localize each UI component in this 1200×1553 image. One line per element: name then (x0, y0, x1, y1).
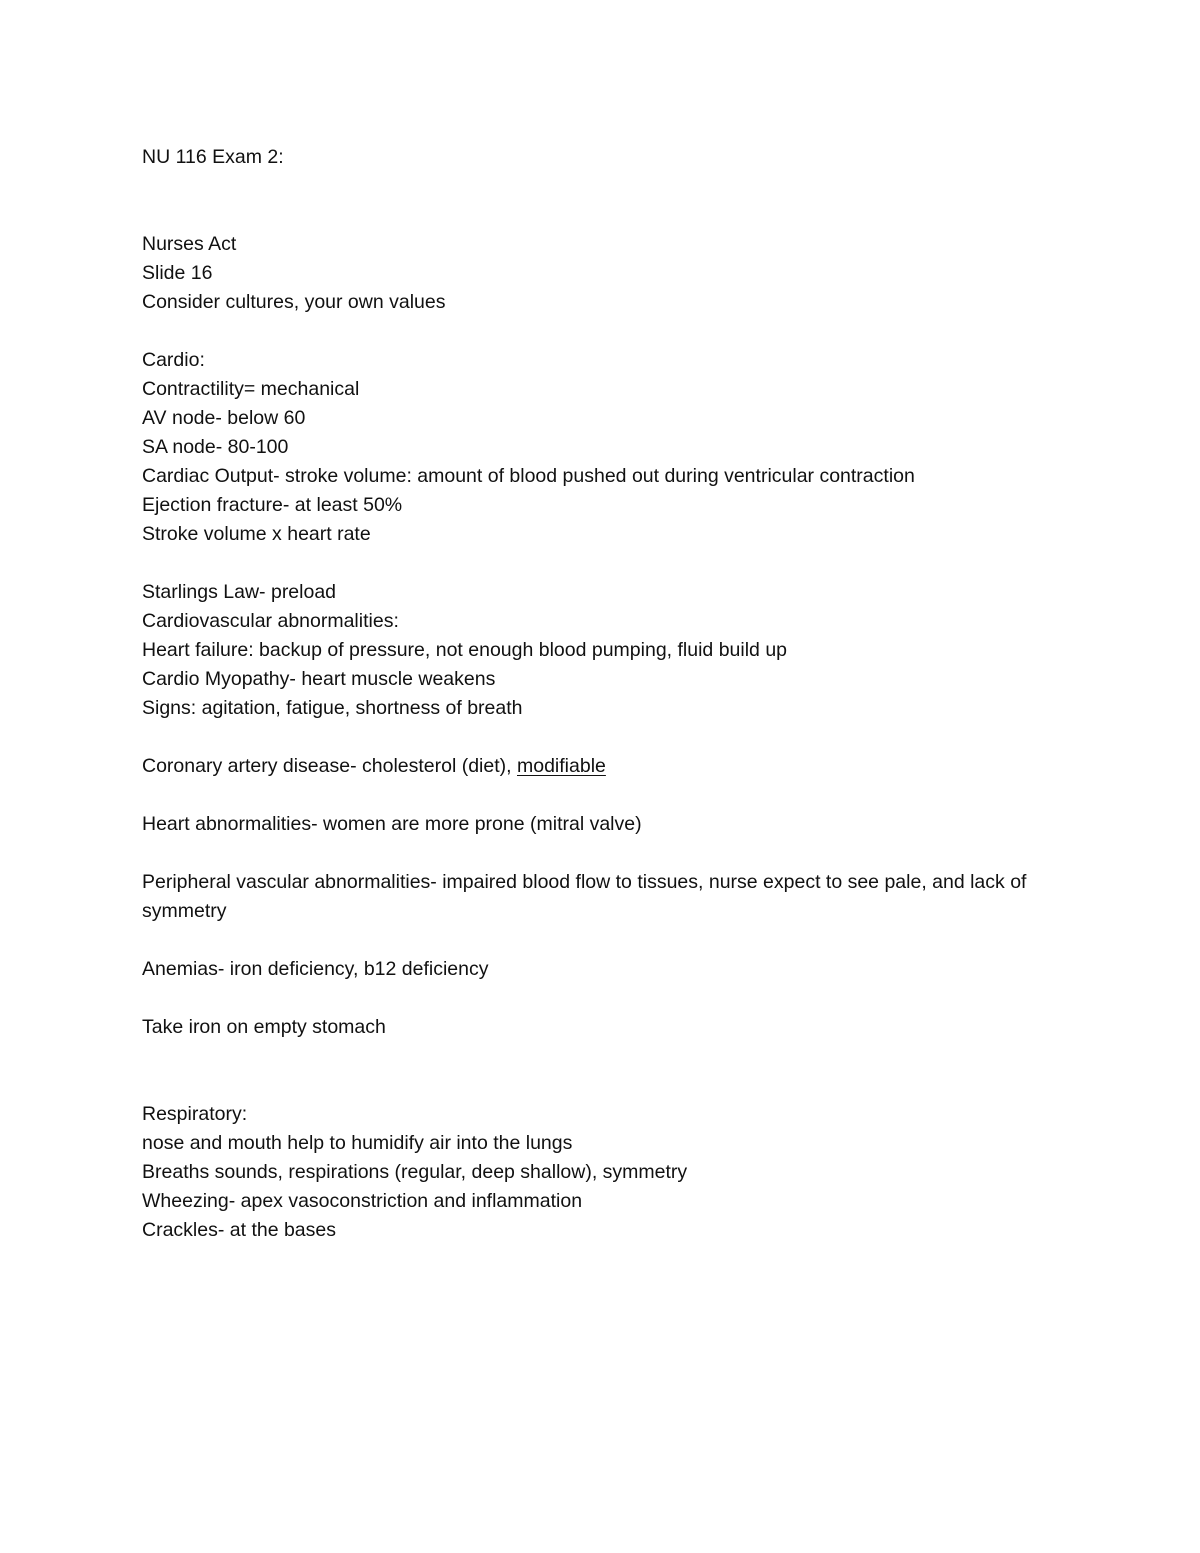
cardio-line: Cardiac Output- stroke volume: amount of blood pushed out during ventricular contraction (142, 465, 915, 487)
respiratory-line: Crackles- at the bases (142, 1219, 337, 1241)
spacer (142, 1071, 1082, 1100)
heart-abnormalities-line: Heart abnormalities- women are more prone (mitral valve) (142, 813, 642, 835)
anemias-line: Anemias- iron deficiency, b12 deficiency (142, 958, 489, 980)
spacer (142, 781, 1082, 810)
spacer (142, 172, 1082, 201)
cardio-heading: Cardio: (142, 349, 205, 371)
respiratory-line: Wheezing- apex vasoconstriction and inflammation (142, 1190, 583, 1212)
cad-underlined-term: modifiable (517, 755, 606, 777)
nurses-act-note: Consider cultures, your own values (142, 291, 446, 313)
spacer (142, 549, 1082, 578)
spacer (142, 1042, 1082, 1071)
nurses-act-heading: Nurses Act (142, 233, 237, 255)
starlings-line: Cardio Myopathy- heart muscle weakens (142, 668, 496, 690)
cardio-line: Contractility= mechanical (142, 378, 360, 400)
respiratory-heading: Respiratory: (142, 1103, 248, 1125)
spacer (142, 317, 1082, 346)
cad-text: Coronary artery disease- cholesterol (diet), (142, 755, 517, 777)
cad-line (142, 752, 1082, 781)
cardio-line: Ejection fracture- at least 50% (142, 494, 403, 516)
cardio-line: SA node- 80-100 (142, 436, 289, 458)
cardio-line: Stroke volume x heart rate (142, 523, 371, 545)
starlings-line: Starlings Law- preload (142, 581, 337, 603)
starlings-line: Signs: agitation, fatigue, shortness of breath (142, 697, 523, 719)
spacer (142, 839, 1082, 868)
starlings-line: Cardiovascular abnormalities: (142, 610, 399, 632)
cardio-line: AV node- below 60 (142, 407, 306, 429)
spacer (142, 723, 1082, 752)
spacer (142, 926, 1082, 955)
spacer (142, 201, 1082, 230)
document-body (142, 143, 1082, 1245)
spacer (142, 984, 1082, 1013)
document-title: NU 116 Exam 2: (142, 146, 284, 168)
respiratory-line: nose and mouth help to humidify air into the lungs (142, 1132, 573, 1154)
starlings-line: Heart failure: backup of pressure, not enough blood pumping, fluid build up (142, 639, 788, 661)
nurses-act-slide: Slide 16 (142, 262, 213, 284)
iron-line: Take iron on empty stomach (142, 1016, 386, 1038)
peripheral-vascular-line: Peripheral vascular abnormalities- impaired blood flow to tissues, nurse expect to see pale, and lack of symmetry (142, 871, 1027, 922)
respiratory-line: Breaths sounds, respirations (regular, deep shallow), symmetry (142, 1161, 688, 1183)
